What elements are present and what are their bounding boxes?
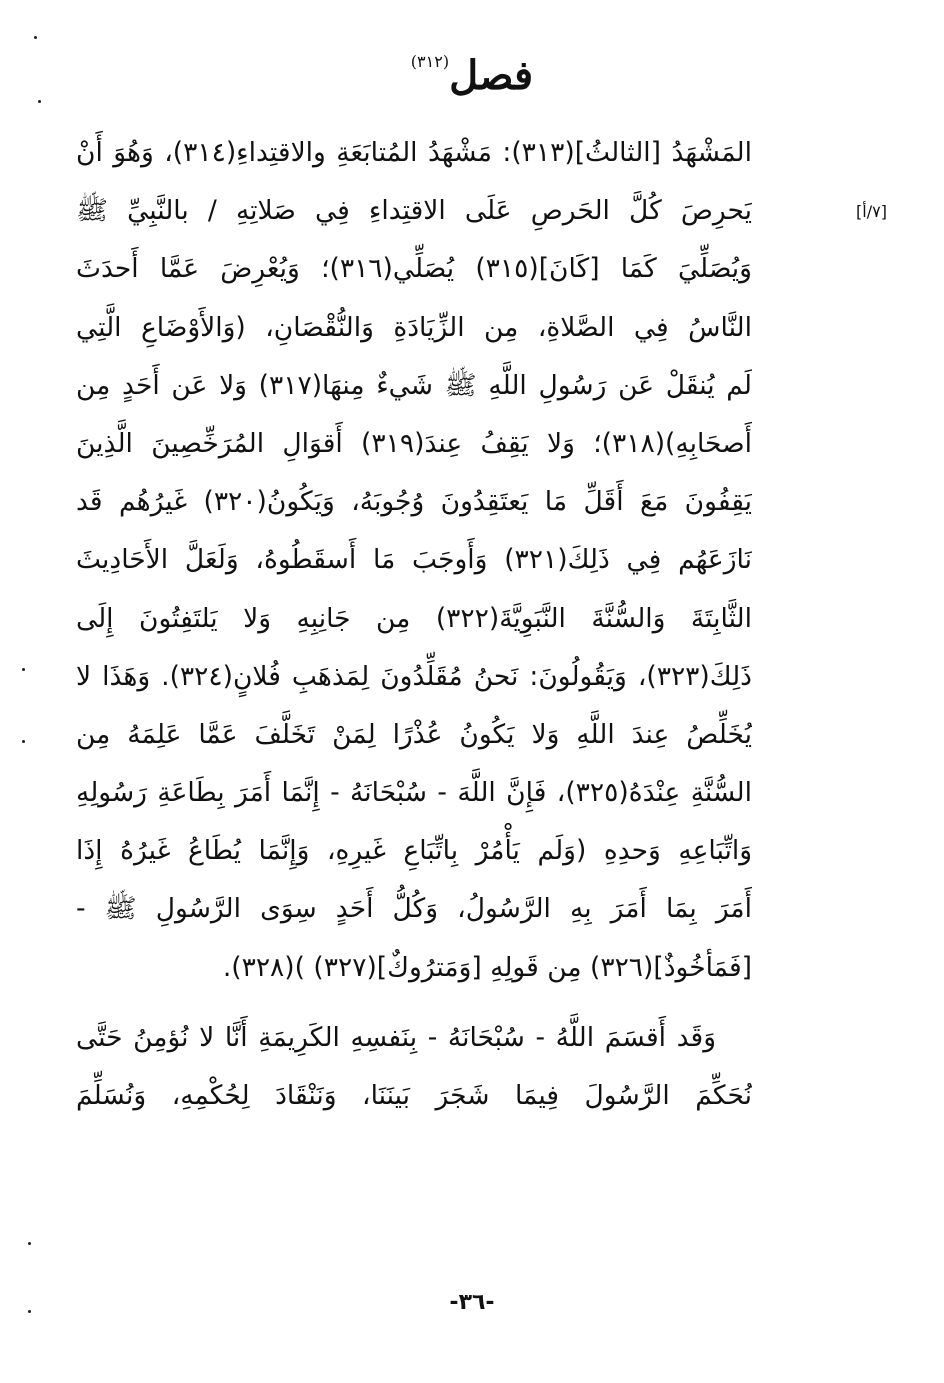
text-line: وَيُصَلِّيَ كَمَا [كَانَ](٣١٥) يُصَلِّي(٣١٦)؛ وَيُعْرِضَ عَمَّا أَحدَثَ xyxy=(76,253,752,285)
text-line: نَازَعَهُم فِي ذَلِكَ(٣٢١) وَأَوجَبَ مَا أَسقَطُوهُ، وَلَعَلَّ الأَحَادِيثَ xyxy=(76,544,752,576)
text-line: أَمَرَ بِمَا أَمَرَ بِهِ الرَّسُولُ، وَكُلُّ أَحَدٍ سِوَى الرَّسُولِ ﷺ - xyxy=(76,893,752,925)
scan-speck xyxy=(38,100,41,103)
text-line: نُحَكِّمَ الرَّسُولَ فِيمَا شَجَرَ بَينَنَا، وَنَنْقَادَ لِحُكْمِهِ، وَنُسَلِّمَ xyxy=(76,1080,752,1111)
scan-speck xyxy=(28,1310,31,1313)
text-line: السُّنَّةِ عِنْدَهُ(٣٢٥)، فَإِنَّ اللَّهَ - سُبْحَانَهُ - إِنَّمَا أَمَرَ بِطَاعَةِ رَسُولِهِ xyxy=(76,777,752,809)
text-line: وَاتِّبَاعِهِ وَحدِهِ (وَلَم يَأْمُرْ بِاتِّبَاعِ غَيرِهِ، وَإِنَّمَا يُطَاعُ غَيرُهُ إِذَا xyxy=(76,835,752,867)
text-line: ذَلِكَ(٣٢٣)، وَيَقُولُونَ: نَحنُ مُقَلِّدُونَ لِمَذهَبِ فُلانٍ(٣٢٤). وَهَذَا لا xyxy=(76,660,752,692)
text-line: لَم يُنقَلْ عَن رَسُولِ اللَّهِ ﷺ شَيءٌ مِنهَا(٣١٧) وَلا عَن أَحَدٍ مِن xyxy=(76,369,752,401)
text-line: النَّاسُ فِي الصَّلاةِ، مِن الزِّيَادَةِ وَالنُّقْصَانِ، (وَالأَوْضَاعِ الَّتِي xyxy=(76,311,752,343)
text-line-paragraph-end: [فَمَأخُوذٌ](٣٢٦) مِن قَولِهِ [وَمَترُوكٌ](٣٢٧) )(٣٢٨). xyxy=(222,951,752,983)
text-line: الثَّابِتَةَ وَالسُّنَّةَ النَّبَوِيَّةَ(٣٢٢) مِن جَانِبِهِ وَلا يَلتَفِتُونَ إِلَى xyxy=(76,602,752,634)
section-heading xyxy=(0,52,944,99)
scan-speck xyxy=(28,1242,31,1245)
text-line-paragraph-start: وَقَد أَقسَمَ اللَّهُ - سُبْحَانَهُ - بِنَفسِهِ الكَرِيمَةِ أَنَّا لا نُؤمِنُ حَتَّى xyxy=(76,1021,716,1053)
heading-footnote-ref: (٣١٢) xyxy=(410,52,450,71)
scan-speck xyxy=(22,740,25,743)
heading-title: فصل xyxy=(449,52,534,99)
manuscript-folio-marker: [٧/أ] xyxy=(856,202,887,221)
text-line: المَشْهَدُ [الثالثُ](٣١٣): مَشْهَدُ المُتابَعَةِ والاقتِداءِ(٣١٤)، وَهُوَ أَنْ xyxy=(76,137,752,168)
text-line: يَحرِصَ كُلَّ الحَرصِ عَلَى الاقتِداءِ فِي صَلاتِهِ / بالنَّبِيِّ ﷺ xyxy=(76,195,752,227)
page-number: -٣٦- xyxy=(449,1290,495,1315)
text-line: يُخَلِّصُ عِندَ اللَّهِ وَلا يَكُونُ عُذْرًا لِمَنْ تَخَلَّفَ عَمَّا عَلِمَهُ مِن xyxy=(76,718,752,750)
text-line: أَصحَابِهِ)(٣١٨)؛ وَلا يَقِفُ عِندَ(٣١٩) أَقوَالِ المُرَخِّصِينَ الَّذِينَ xyxy=(76,427,752,459)
scan-speck xyxy=(34,36,37,39)
text-line: يَقِفُونَ مَعَ أَقَلِّ مَا يَعتَقِدُونَ وُجُوبَهُ، وَيَكُونُ(٣٢٠) غَيرُهُم قَد xyxy=(76,486,752,518)
scan-speck xyxy=(22,668,25,671)
body-text xyxy=(76,124,752,1125)
